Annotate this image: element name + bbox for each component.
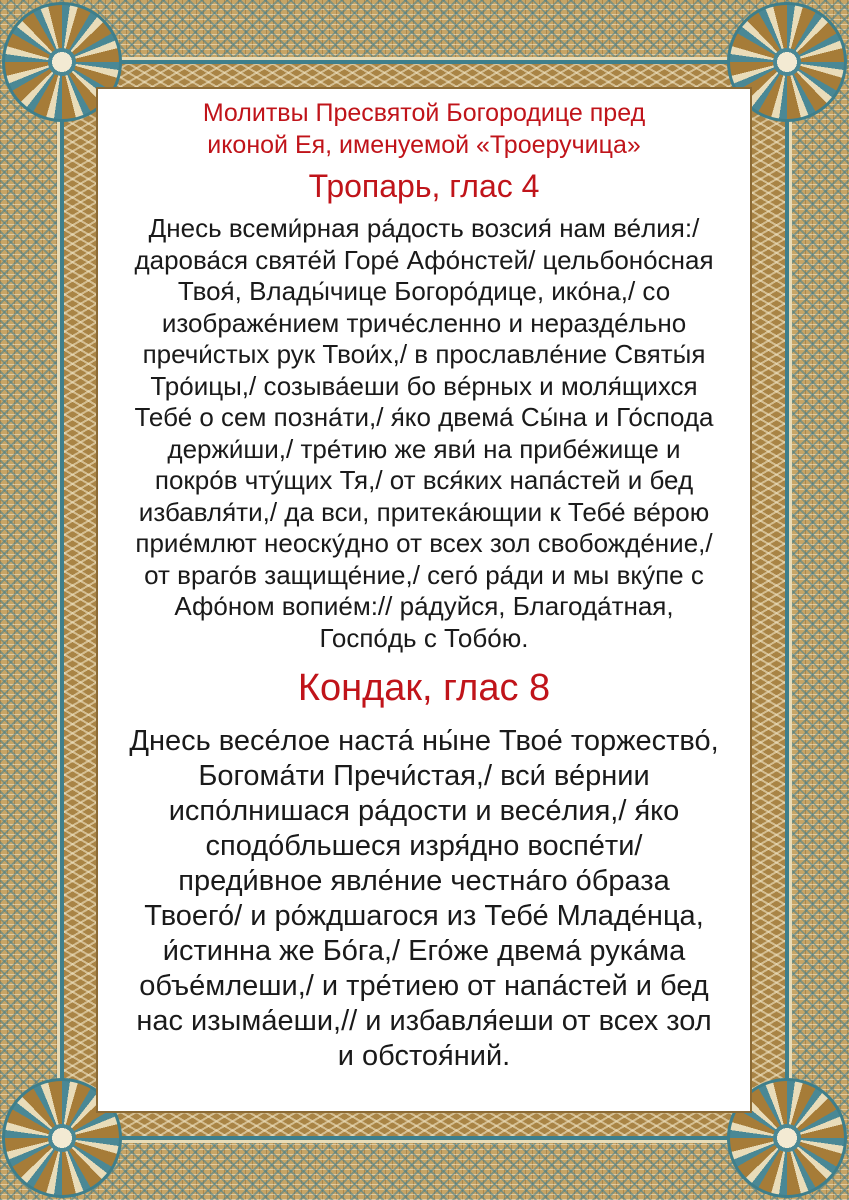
troparion-line: изображе́нием триче́сленно и нераздéльно: [161, 307, 687, 338]
troparion-line: прие́млют неоску́дно от всех зол свобожде́ние,/: [135, 528, 713, 558]
kontakion-line: нас изыма́еши,// и избавля́еши от всех зол: [136, 1005, 712, 1037]
troparion-line: избавля́ти,/ да вси, притека́ющии к Тебе́ ве́рою: [138, 496, 710, 527]
kontakion-line: Твоего́/ и ро́ждшагося из Тебе́ Младе́нца,: [144, 900, 704, 932]
troparion-title: Тропарь, глас 4: [308, 168, 540, 204]
troparion-line: Афо́ном вопие́м:// ра́дуйся, Благода́тная,: [174, 591, 674, 621]
kontakion-line: сподо́бльшеся изря́дно воспе́ти/: [205, 830, 643, 862]
troparion-line: покро́в чту́щих Тя,/ от вся́ких напа́стей и бед: [154, 465, 694, 495]
kontakion-text: [98, 724, 750, 1074]
kontakion-line: преди́вное явле́ние честна́го о́браза: [178, 865, 670, 897]
troparion-line: Днесь всеми́рная ра́дость возсия́ нам ве́лия:/: [148, 213, 700, 243]
kontakion-line: испо́лнишася ра́дости и весе́лия,/ я́ко: [168, 795, 680, 827]
kontakion-line: и обстоя́ний.: [337, 1040, 511, 1072]
kontakion-line: и́стинна же Бо́га,/ Его́же двема́ рука́ма: [162, 935, 686, 967]
kontakion-title: Кондак, глас 8: [297, 667, 551, 709]
troparion-line: Госпо́дь с Тобо́ю.: [319, 622, 529, 653]
troparion-line: от враго́в защище́ние,/ сего́ ра́ди и мы вку́пе с: [144, 559, 704, 590]
troparion-line: дарова́ся святе́й Горе́ Афо́нстей/ цельбоно́сная: [134, 244, 714, 275]
troparion-line: пречи́стых рук Твои́х,/ в прославле́ние Святы́я: [142, 339, 706, 369]
troparion-line: Твоя́, Влады́чице Богоро́дице, ико́на,/ со: [177, 276, 671, 306]
heading-line: Молитвы Пресвятой Богородице пред: [202, 99, 646, 127]
troparion-line: Тебе́ о сем позна́ти,/ я́ко двема́ Сы́на и Го́спода: [134, 402, 714, 432]
kontakion-line: Днесь весе́лое наста́ ны́не Твое́ торжество́,: [129, 725, 719, 757]
page-heading: [118, 97, 730, 161]
troparion-line: Тро́ицы,/ созыва́еши бо вéрных и моля́щихся: [150, 370, 698, 401]
heading-line: иконой Ея, именуемой «Троеручица»: [207, 131, 641, 159]
kontakion-line: Богома́ти Пречи́стая,/ вси́ ве́рнии: [198, 760, 650, 792]
troparion-line: держи́ши,/ тре́тию же яви́ на прибе́жище и: [167, 433, 681, 464]
prayer-panel: [96, 87, 752, 1113]
troparion-text: [98, 213, 750, 654]
kontakion-line: объе́млеши,/ и тре́тиею от напа́стей и бед: [139, 970, 709, 1002]
